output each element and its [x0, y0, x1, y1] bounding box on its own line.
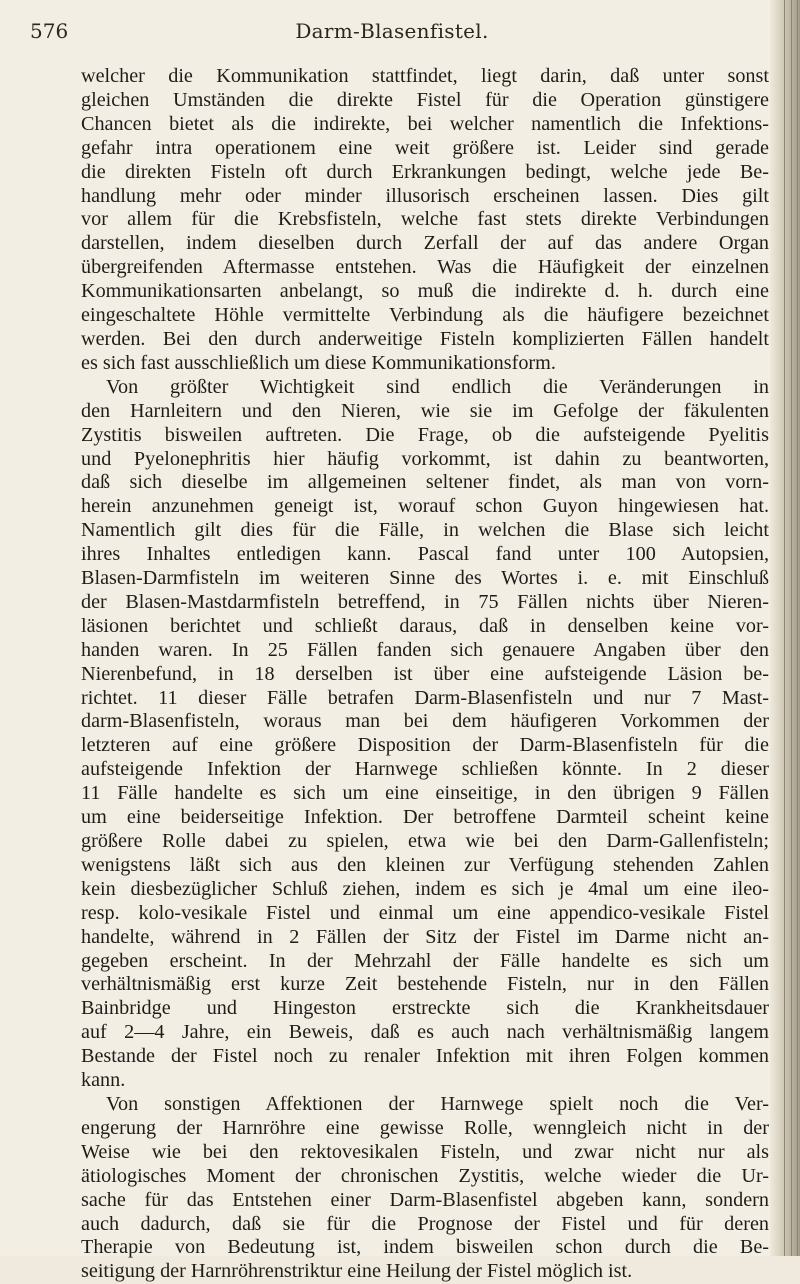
text-line: handelte, während in 2 Fällen der Sitz der Fistel im Darme nicht an- [81, 925, 769, 948]
text-line: 11 Fälle handelte es sich um eine einseitige, in den übrigen 9 Fällen [81, 782, 769, 805]
text-line: Zystitis bisweilen auftreten. Die Frage, ob die aufsteigende Pyelitis [81, 423, 769, 446]
text-line: kann. [81, 1069, 126, 1092]
text-line: welcher die Kommunikation stattfindet, liegt darin, daß unter sonst [81, 65, 769, 87]
text-line: Therapie von Bedeutung ist, indem bisweilen schon durch die Be- [81, 1236, 769, 1259]
body-text [81, 65, 769, 1284]
text-line: verhältnismäßig erst kurze Zeit bestehende Fisteln, nur in den Fällen [81, 973, 769, 996]
text-line: handen waren. In 25 Fällen fanden sich genauere Angaben über den [81, 638, 769, 661]
text-line: Blasen-Darmfisteln im weiteren Sinne des Wortes i. e. mit Einschluß [81, 567, 769, 590]
text-line: engerung der Harnröhre eine gewisse Rolle, wenngleich nicht in der [81, 1116, 769, 1139]
text-line: übergreifenden Aftermasse entstehen. Was die Häufigkeit der einzelnen [81, 256, 769, 279]
text-line: sache für das Entstehen einer Darm-Blasenfistel abgeben kann, sondern [81, 1188, 769, 1211]
text-line: Von sonstigen Affektionen der Harnwege spielt noch die Ver- [106, 1092, 769, 1115]
text-line: um eine beiderseitige Infektion. Der betroffene Darmteil scheint keine [81, 806, 769, 829]
text-line: gleichen Umständen die direkte Fistel für die Operation günstigere [81, 88, 769, 111]
page-number: 576 [30, 19, 69, 43]
page-edge [770, 0, 800, 1256]
text-line: darm-Blasenfisteln, woraus man bei dem häufigeren Vorkommen der [81, 710, 769, 733]
text-line: die direkten Fisteln oft durch Erkrankungen bedingt, welche jede Be- [81, 160, 769, 183]
text-line: Nierenbefund, in 18 derselben ist über eine aufsteigende Läsion be- [81, 662, 769, 685]
text-line: herein anzunehmen geneigt ist, worauf schon Guyon hingewiesen hat. [81, 495, 769, 518]
text-line: läsionen berichtet und schließt daraus, daß in denselben keine vor- [81, 614, 769, 637]
text-line: größere Rolle dabei zu spielen, etwa wie bei den Darm-Gallenfisteln; [81, 830, 769, 852]
text-line: Weise wie bei den rektovesikalen Fisteln, und zwar nicht nur als [81, 1140, 769, 1163]
text-line: den Harnleitern und den Nieren, wie sie im Gefolge der fäkulenten [81, 399, 769, 422]
text-line: wenigstens läßt sich aus den kleinen zur Verfügung stehenden Zahlen [81, 853, 769, 876]
text-line: der Blasen-Mastdarmfisteln betreffend, in 75 Fällen nichts über Nieren- [81, 590, 769, 613]
text-line: auch dadurch, daß sie für die Prognose der Fistel und für deren [81, 1212, 769, 1235]
text-line: auf 2—4 Jahre, ein Beweis, daß es auch nach verhältnismäßig langem [81, 1021, 769, 1044]
text-line: es sich fast ausschließlich um diese Kommunikationsform. [81, 351, 556, 374]
text-line: resp. kolo-vesikale Fistel und einmal um eine appendico-vesikale Fistel [81, 901, 769, 924]
text-line: Bainbridge und Hingeston erstreckte sich die Krankheitsdauer [81, 997, 769, 1020]
running-head: Darm-Blasenfistel. [295, 19, 489, 43]
text-line: werden. Bei den durch anderweitige Fisteln komplizierten Fällen handelt [81, 327, 769, 350]
text-line: kein diesbezüglicher Schluß ziehen, indem es sich je 4mal um eine ileo- [81, 877, 769, 900]
page-header [0, 8, 800, 48]
text-line: seitigung der Harnröhrenstriktur eine Heilung der Fistel möglich ist. [81, 1260, 633, 1283]
text-line: Namentlich gilt dies für die Fälle, in welchen die Blase sich leicht [81, 519, 769, 542]
text-line: ätiologisches Moment der chronischen Zystitis, welche wieder die Ur- [81, 1164, 769, 1187]
text-line: ihres Inhaltes entledigen kann. Pascal fand unter 100 Autopsien, [81, 543, 769, 566]
text-line: eingeschaltete Höhle vermittelte Verbindung als die häufigere bezeichnet [81, 304, 769, 327]
text-line: Von größter Wichtigkeit sind endlich die Veränderungen in [106, 375, 769, 398]
text-line: aufsteigende Infektion der Harnwege schließen könnte. In 2 dieser [81, 758, 769, 781]
text-line: letzteren auf eine größere Disposition der Darm-Blasenfisteln für die [81, 734, 769, 757]
text-line: Bestande der Fistel noch zu renaler Infektion mit ihren Folgen kommen [81, 1045, 769, 1068]
text-line: vor allem für die Krebsfisteln, welche fast stets direkte Verbindungen [81, 208, 769, 231]
text-line: Kommunikationsarten anbelangt, so muß die indirekte d. h. durch eine [81, 280, 769, 303]
text-line: darstellen, indem dieselben durch Zerfall der auf das andere Organ [81, 232, 769, 255]
text-line: richtet. 11 dieser Fälle betrafen Darm-Blasenfisteln und nur 7 Mast- [81, 686, 769, 709]
text-line: daß sich dieselbe im allgemeinen seltener findet, als man von vorn- [81, 471, 769, 494]
text-line: Chancen bietet als die indirekte, bei welcher namentlich die Infektions- [81, 112, 769, 135]
text-line: handlung mehr oder minder illusorisch erscheinen lassen. Dies gilt [81, 184, 769, 207]
text-line: gefahr intra operationem eine weit größere ist. Leider sind gerade [81, 136, 769, 159]
text-line: und Pyelonephritis hier häufig vorkommt, ist dahin zu beantworten, [81, 447, 769, 470]
text-line: gegeben erscheint. In der Mehrzahl der Fälle handelte es sich um [81, 949, 769, 972]
